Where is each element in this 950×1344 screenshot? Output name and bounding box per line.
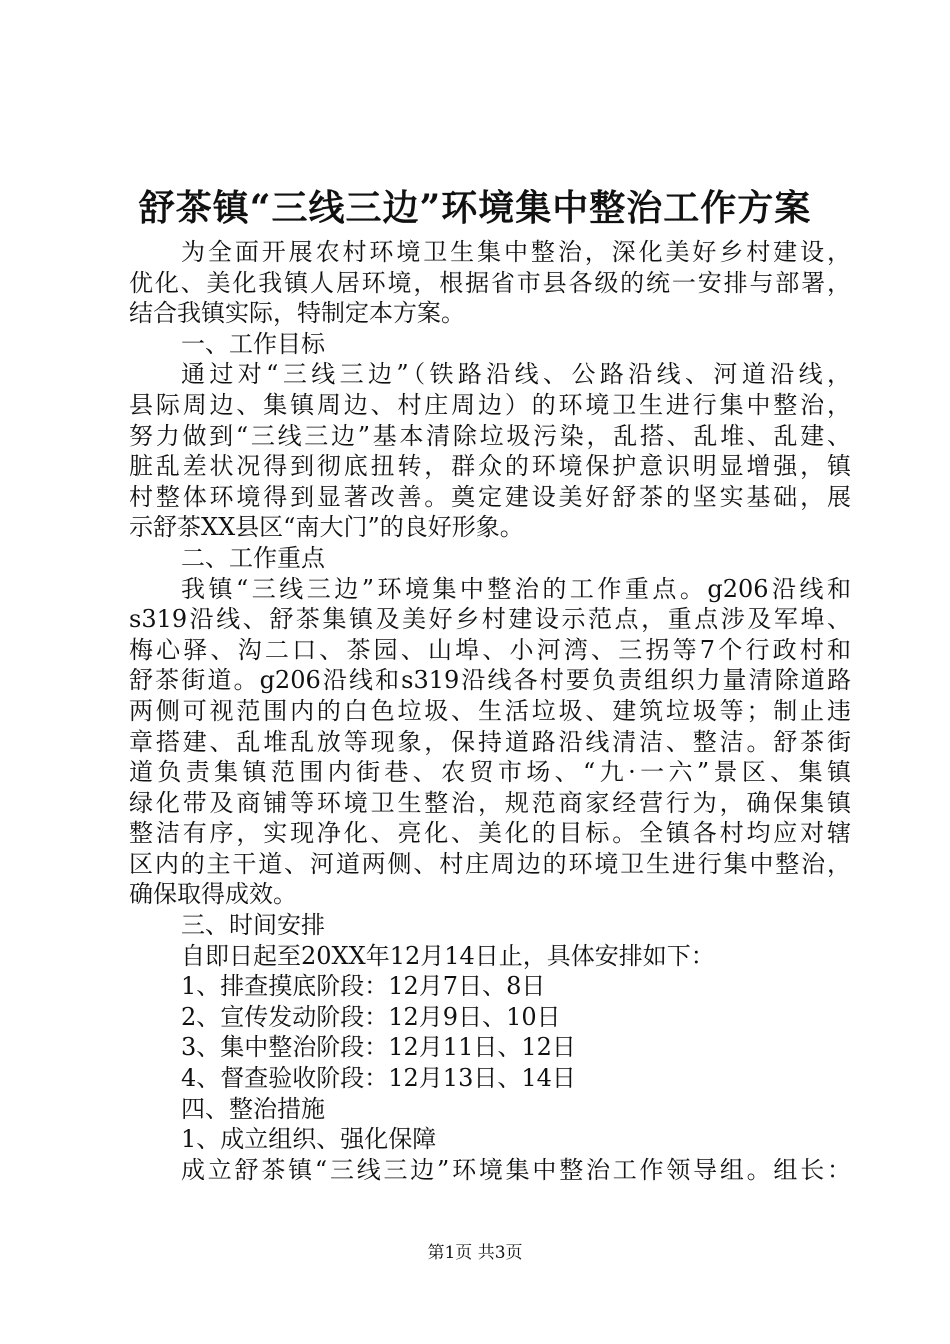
paragraph-line: 区内的主干道、河道两侧、村庄周边的环境卫生进行集中整治， [129, 849, 851, 878]
schedule-item: 1、排查摸底阶段：12月7日、8日 [181, 972, 546, 1001]
paragraph-line: 脏乱差状况得到彻底扭转，群众的环境保护意识明显增强，镇 [129, 452, 851, 481]
document-body [129, 237, 851, 1185]
section-heading: 一、工作目标 [181, 329, 325, 358]
document-title: 舒茶镇“三线三边”环境集中整治工作方案 [138, 187, 812, 229]
paragraph-line: 舒茶街道。g206沿线和s319沿线各村要负责组织力量清除道路 [129, 666, 851, 695]
paragraph-line: 县际周边、集镇周边、村庄周边）的环境卫生进行集中整治， [129, 390, 851, 419]
section-heading: 四、整治措施 [181, 1094, 325, 1123]
paragraph-line: 自即日起至20XX年12月14日止，具体安排如下： [181, 941, 715, 970]
paragraph-line: 章搭建、乱堆乱放等现象，保持道路沿线清洁、整洁。舒茶街 [129, 727, 851, 756]
paragraph-line: 为全面开展农村环境卫生集中整治，深化美好乡村建设， [181, 238, 851, 266]
paragraph-line: 结合我镇实际，特制定本方案。 [129, 299, 465, 328]
schedule-item: 3、集中整治阶段：12月11日、12日 [181, 1033, 576, 1062]
paragraph-line: s319沿线、舒茶集镇及美好乡村建设示范点，重点涉及军埠、 [129, 605, 851, 634]
paragraph-line: 示舒茶XX县区“南大门”的良好形象。 [129, 513, 524, 542]
schedule-item: 2、宣传发动阶段：12月9日、10日 [181, 1002, 561, 1031]
paragraph-line: 成立舒茶镇“三线三边”环境集中整治工作领导组。组长： [181, 1155, 851, 1184]
paragraph-line: 优化、美化我镇人居环境，根据省市县各级的统一安排与部署， [129, 268, 851, 297]
section-heading: 三、时间安排 [181, 911, 325, 940]
paragraph-line: 梅心驿、沟二口、茶园、山埠、小河湾、三拐等7个行政村和 [129, 635, 851, 664]
paragraph-line: 确保取得成效。 [129, 880, 297, 909]
paragraph-line: 我镇“三线三边”环境集中整治的工作重点。g206沿线和 [181, 574, 851, 603]
paragraph-line: 道负责集镇范围内街巷、农贸市场、“九·一六”景区、集镇 [129, 758, 851, 787]
page-footer: 第1页 共3页 [427, 1243, 523, 1263]
paragraph-line: 两侧可视范围内的白色垃圾、生活垃圾、建筑垃圾等；制止违 [129, 696, 851, 725]
paragraph-line: 村整体环境得到显著改善。奠定建设美好舒茶的坚实基础，展 [129, 482, 851, 511]
schedule-item: 4、督查验收阶段：12月13日、14日 [181, 1064, 576, 1093]
paragraph-line: 整洁有序，实现净化、亮化、美化的目标。全镇各村均应对辖 [129, 819, 851, 848]
paragraph-line: 努力做到“三线三边”基本清除垃圾污染，乱搭、乱堆、乱建、 [129, 421, 851, 450]
paragraph-line: 通过对“三线三边”（铁路沿线、公路沿线、河道沿线， [181, 360, 851, 389]
subsection-heading: 1、成立组织、强化保障 [181, 1125, 437, 1154]
paragraph-line: 绿化带及商铺等环境卫生整治，规范商家经营行为，确保集镇 [129, 788, 851, 817]
section-heading: 二、工作重点 [181, 543, 325, 572]
